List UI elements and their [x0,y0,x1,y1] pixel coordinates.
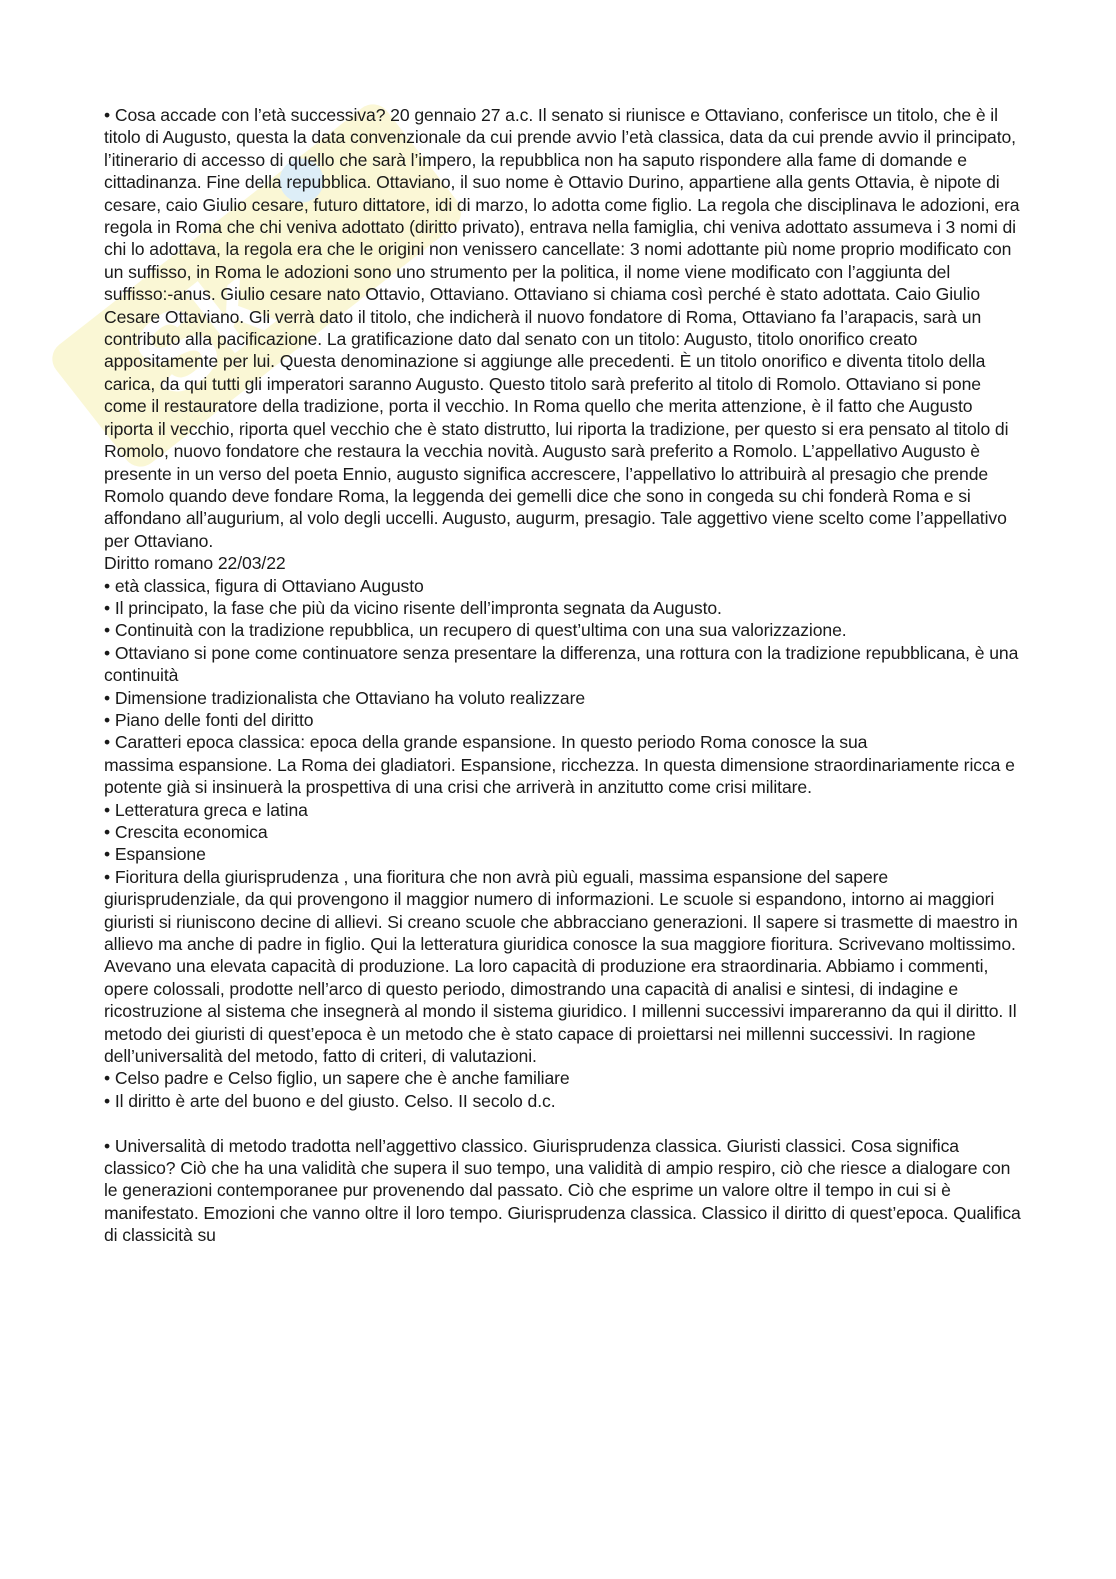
bullet-item: • età classica, figura di Ottaviano Augusto [104,575,424,596]
bullet-item: • Ottaviano si pone come continuatore senza presentare la differenza, una rottura con la tradizione repubblicana, è una continuità [104,642,1019,686]
bullet-item: • Il principato, la fase che più da vicino risente dell’impronta segnata da Augusto. [104,597,722,618]
bullet-item: • Espansione [104,844,206,865]
bullet-item: • Caratteri epoca classica: epoca della grande espansione. In questo periodo Roma conosce la sua [104,732,868,753]
paragraph-continuation: massima espansione. La Roma dei gladiatori. Espansione, ricchezza. In questa dimensione straordinariamente ricca e potente già si insinuerà la prospettiva di una crisi che arriverà in anzitutto come crisi militare. [104,754,1015,798]
document-body [104,104,1024,1247]
document-page [104,104,1024,1247]
bullet-item: • Celso padre e Celso figlio, un sapere che è anche familiare [104,1068,570,1089]
section-heading: Diritto romano 22/03/22 [104,553,286,574]
bullet-item: • Crescita economica [104,822,268,842]
bullet-item: • Il diritto è arte del buono e del giusto. Celso. II secolo d.c. [104,1090,556,1111]
paragraph-augusto-title: • Cosa accade con l’età successiva? 20 gennaio 27 a.c. Il senato si riunisce e Ottaviano, conferisce un titolo, che è il titolo di Augusto, questa la data convenzionale da cui prende avvio l’età classica, data da cui prende avvio il principato, l’itinerario di accesso di quello che sarà l’impero, la repubblica non ha saputo rispondere alla fame di domande e cittadinanza. Fine della repubblica. Ottaviano, il suo nome è Ottavio Durino, appartiene alla gents Ottavia, è nipote di cesare, caio Giulio cesare, futuro dittatore, idi di marzo, lo adotta come figlio. La regola che disciplinava le adozioni, era regola in Roma che chi veniva adottato (diritto privato), entrava nella famiglia, chi veniva adottato assumeva i 3 nomi di chi lo adottava, la regola era che le origini non venissero cancellate: 3 nomi adottante più nome proprio modificato con un suffisso, in Roma le adozioni sono uno strumento per la politica, il nome viene modificato con l’aggiunta del suffisso:-anus. Giulio cesare nato Ottavio, Ottaviano. Ottaviano si chiama così perché è stato adottata. Caio Giulio Cesare Ottaviano. Gli verrà dato il titolo, che indicherà il nuovo fondatore di Roma, Ottaviano fa l’arapacis, sarà un contributo alla pacificazione. La gratificazione dato dal senato con un titolo: Augusto, titolo onorifico creato appositamente per lui. Questa denominazione si aggiunge alle precedenti. È un titolo onorifico e diventa titolo della carica, da qui tutti gli imperatori saranno Augusto. Questo titolo sarà preferito al titolo di Romolo. Ottaviano si pone come il restauratore della tradizione, porta il vecchio. In Roma quello che merita attenzione, è il fatto che Augusto riporta il vecchio, riporta quel vecchio che è stato distrutto, lui riporta la tradizione, per questo si era pensato al titolo di Romolo, nuovo fondatore che restaura la vecchia novità. Augusto sarà preferito a Romolo. L’appellativo Augusto è presente in un verso del poeta Ennio, augusto significa accrescere, l’appellativo lo attribuirà al presagio che prende Romolo quando deve fondare Roma, la leggenda dei gemelli dice che sono in congeda su chi fonderà Roma e si affondano all’augurium, al volo degli uccelli. Augusto, augurm, presagio. Tale aggettivo viene scelto come l’appellativo per Ottaviano. [104,105,1020,551]
bullet-item: • Piano delle fonti del diritto [104,709,314,730]
watermark-letters: Sk [110,242,292,423]
paragraph-continuation: giurisprudenziale, da qui provengono il maggior numero di informazioni. Le scuole si espandono, intorno ai maggiori giuristi si riuniscono decine di allievi. Si creano scuole che abbracciano generazioni. Il sapere si trasmette di maestro in allievo ma anche di padre in figlio. Qui la letteratura giuridica conosce la sua maggiore fioritura. Scrivevano moltissimo. Avevano una elevata capacità di produzione. La loro capacità di produzione era straordinaria. Abbiamo i commenti, opere colossali, prodotte nell’arco di questo periodo, dimostrando una capacità di analisi e sintesi, di indagine e ricostruzione al sistema che insegnerà al mondo il sistema giuridico. I millenni successivi impareranno da qui il diritto. Il metodo dei giuristi di quest’epoca è un metodo che è stato capace di proiettarsi nei millenni successivi. In ragione dell’universalità del metodo, fatto di criteri, di valutazioni. [104,889,1018,1067]
blank-line [104,1112,1024,1134]
bullet-item: • Fioritura della giurisprudenza , una fioritura che non avrà più eguali, massima espansione del sapere [104,866,889,887]
bullet-item: • Dimensione tradizionalista che Ottaviano ha voluto realizzare [104,687,586,708]
bullet-item: • Continuità con la tradizione repubblica, un recupero di quest’ultima con una sua valorizzazione. [104,620,847,641]
bullet-item: • Letteratura greca e latina [104,799,308,820]
paragraph-classico: • Universalità di metodo tradotta nell’aggettivo classico. Giurisprudenza classica. Giuristi classici. Cosa significa classico? Ciò che ha una validità che supera il suo tempo, una validità di ampio respiro, ciò che riesce a dialogare con le generazioni contemporanee pur provenendo dal passato. Ciò che esprime un valore oltre il tempo in cui si è manifestato. Emozioni che vanno oltre il loro tempo. Giurisprudenza classica. Classico il diritto di quest’epoca. Qualifica di classicità su [104,1135,1021,1246]
